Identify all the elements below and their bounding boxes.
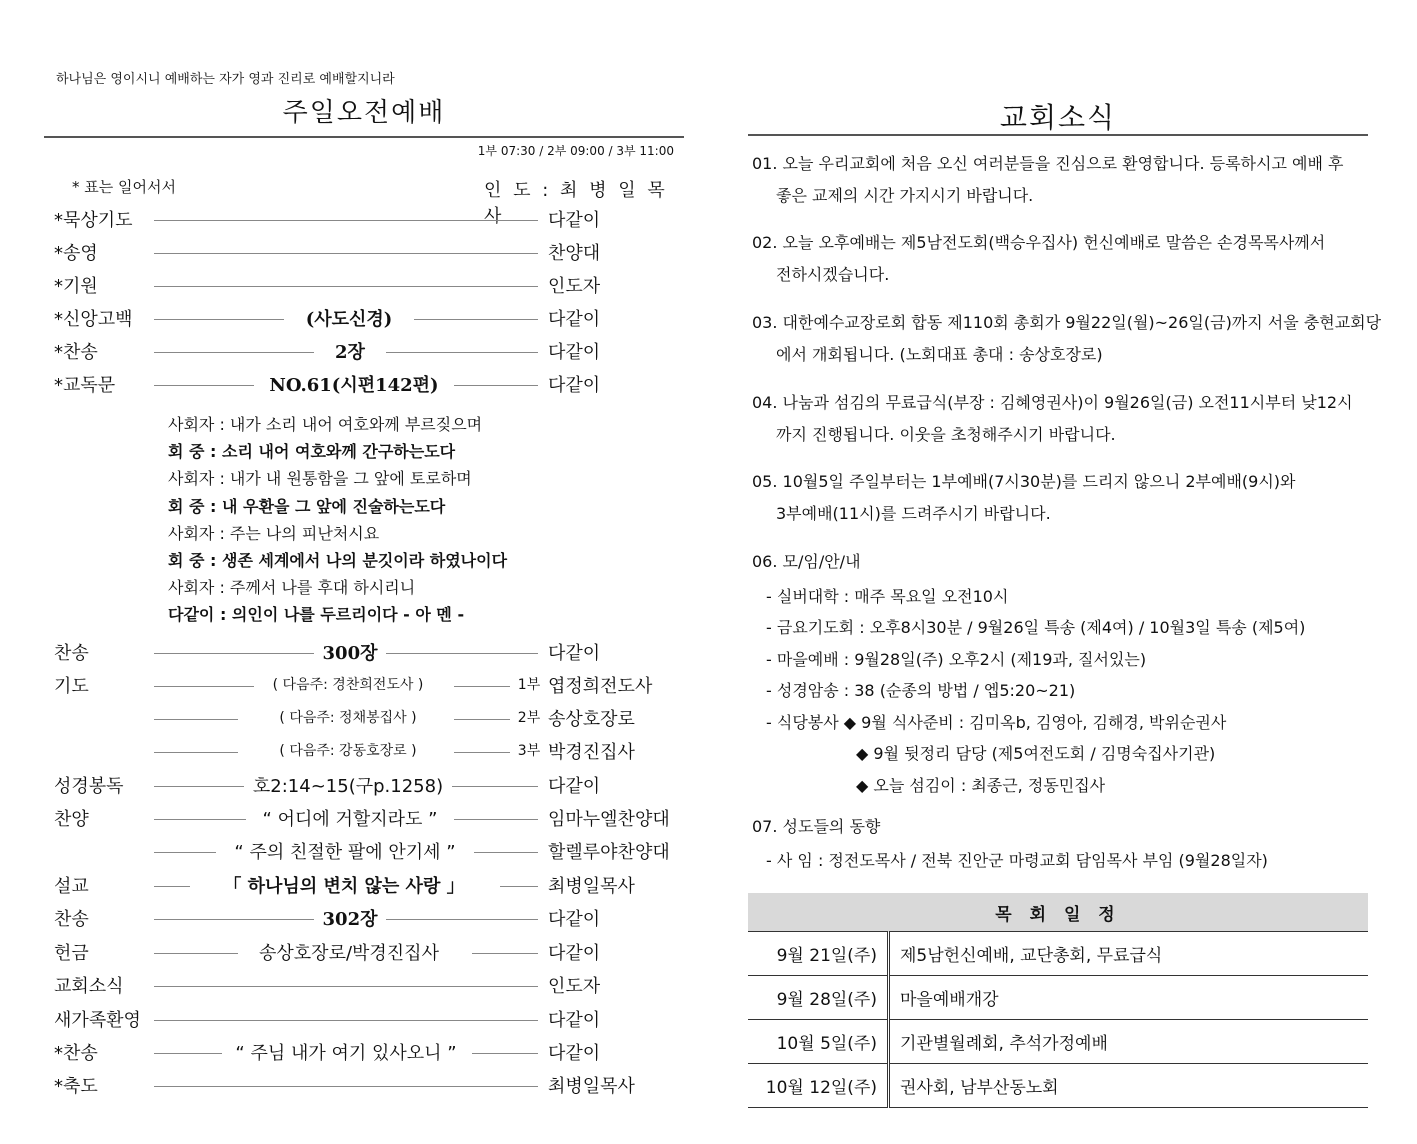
order-who: 다같이 xyxy=(548,776,601,797)
order-who: 다같이 xyxy=(548,909,601,930)
order-row xyxy=(44,239,684,269)
order-row xyxy=(44,772,684,802)
order-label: 새가족환영 xyxy=(54,1010,141,1031)
news-line: 까지 진행됩니다. 이웃을 초청해주시기 바랍니다. xyxy=(776,425,1116,444)
order-label: 찬양 xyxy=(54,809,89,830)
order-item: “ 어디에 거할지라도 ” xyxy=(262,809,438,830)
leader-line xyxy=(154,1020,538,1021)
order-item: NO.61(시편142편) xyxy=(269,375,439,396)
order-item: “ 주님 내가 여기 있사오니 ” xyxy=(235,1043,457,1064)
table-row xyxy=(748,976,1368,1020)
leader-line xyxy=(154,253,538,254)
schedule-event: 기관별월례회, 추석가정예배 xyxy=(889,1020,1369,1064)
order-label: *교독문 xyxy=(54,375,116,396)
order-who: 다같이 xyxy=(548,1043,601,1064)
order-who: 다같이 xyxy=(548,943,601,964)
news-line: 전하시겠습니다. xyxy=(776,265,890,284)
order-who: 임마누엘찬양대 xyxy=(548,809,670,830)
order-row xyxy=(44,905,684,935)
order-item: “ 주의 친절한 팔에 안기세 ” xyxy=(234,842,456,863)
leader-line xyxy=(154,819,246,820)
members-item: - 사 임 : 정전도목사 / 전북 진안군 마령교회 담임목사 부임 (9월28일자) xyxy=(766,851,1268,870)
order-row xyxy=(44,206,684,236)
order-item: ( 다음주: 강동호장로 ) xyxy=(279,743,417,759)
schedule-event: 제5남헌신예배, 교단총회, 무료급식 xyxy=(889,932,1369,976)
leader-line xyxy=(452,786,538,787)
meeting-item: ◆ 오늘 섬김이 : 최종근, 정동민집사 xyxy=(856,776,1106,795)
responsive-line: 사회자 : 내가 내 원통함을 그 앞에 토로하며 xyxy=(168,469,472,488)
order-row xyxy=(44,805,684,835)
leader-line xyxy=(154,220,538,221)
news-item xyxy=(752,148,1343,212)
leader-line xyxy=(454,752,510,753)
order-who: 박경진집사 xyxy=(548,742,635,763)
order-item: 300장 xyxy=(322,643,378,664)
leader-line xyxy=(500,886,538,887)
order-label: 찬송 xyxy=(54,643,89,664)
schedule-event: 권사회, 남부산동노회 xyxy=(889,1064,1369,1108)
leader-line xyxy=(454,686,510,687)
responsive-line: 회 중 : 소리 내어 여호와께 간구하는도다 xyxy=(168,442,456,461)
responsive-line: 사회자 : 주께서 나를 후대 하시리니 xyxy=(168,578,416,597)
leader-line xyxy=(414,319,538,320)
leader-line xyxy=(154,653,314,654)
schedule-date: 9월 21일(주) xyxy=(748,932,889,976)
order-item: 호2:14~15(구p.1258) xyxy=(252,776,444,797)
members-heading: 07. 성도들의 동향 xyxy=(752,817,881,836)
order-row xyxy=(44,639,684,669)
order-who: 송상호장로 xyxy=(548,709,635,730)
meeting-item: - 실버대학 : 매주 목요일 오전10시 xyxy=(766,587,1009,606)
scripture-verse: 하나님은 영이시니 예배하는 자가 영과 진리로 예배할지니라 xyxy=(56,72,395,87)
schedule-date: 9월 28일(주) xyxy=(748,976,889,1020)
leader-line xyxy=(154,286,538,287)
leader-line xyxy=(154,752,238,753)
service-times: 1부 07:30 / 2부 09:00 / 3부 11:00 xyxy=(477,144,674,158)
meeting-item: - 마을예배 : 9월28일(주) 오후2시 (제19과, 질서있는) xyxy=(766,650,1147,669)
order-who: 최병일목사 xyxy=(548,1076,635,1097)
meeting-item: ◆ 9월 뒷정리 담당 (제5여전도회 / 김명숙집사기관) xyxy=(856,744,1216,763)
order-row xyxy=(44,305,684,335)
order-who: 다같이 xyxy=(548,643,601,664)
order-row xyxy=(44,1072,684,1102)
order-label: 기도 xyxy=(54,676,89,697)
meeting-item: - 식당봉사 ◆ 9월 식사준비 : 김미옥b, 김영아, 김해경, 박위순권사 xyxy=(766,713,1227,732)
schedule-event: 마을예배개강 xyxy=(889,976,1369,1020)
order-item: ( 다음주: 정채봉집사 ) xyxy=(279,710,417,726)
news-line: 03. 대한예수교장로회 합동 제110회 총회가 9월22일(월)~26일(금)까지 서울 충현교회당 xyxy=(752,313,1382,332)
order-label: 성경봉독 xyxy=(54,776,124,797)
leader-line xyxy=(154,1086,538,1087)
order-who: 할렐루야찬양대 xyxy=(548,842,670,863)
meeting-item: - 성경암송 : 38 (순종의 방법 / 엡5:20~21) xyxy=(766,681,1076,700)
order-label: 헌금 xyxy=(54,943,89,964)
divider xyxy=(748,134,1368,136)
order-label: 찬송 xyxy=(54,909,89,930)
order-row xyxy=(44,972,684,1002)
order-who: 찬양대 xyxy=(548,243,601,264)
order-who: 엽정희전도사 xyxy=(548,676,653,697)
schedule-date: 10월 5일(주) xyxy=(748,1020,889,1064)
leader-line xyxy=(154,886,190,887)
order-who: 인도자 xyxy=(548,976,601,997)
order-row xyxy=(44,838,684,868)
order-who: 다같이 xyxy=(548,309,601,330)
order-who: 다같이 xyxy=(548,210,601,231)
news-line: 좋은 교제의 시간 가지시기 바랍니다. xyxy=(776,186,1034,205)
order-who: 인도자 xyxy=(548,276,601,297)
sermon-title: 「 하나님의 변치 않는 사랑 」 xyxy=(223,876,465,897)
order-row xyxy=(44,1039,684,1069)
meeting-item: - 금요기도회 : 오후8시30분 / 9월26일 특송 (제4여) / 10월3일 특송 (제5여) xyxy=(766,618,1306,637)
leader-line xyxy=(154,385,254,386)
order-item: 송상호장로/박경진집사 xyxy=(259,943,439,964)
news-item xyxy=(752,466,1296,530)
leader-line xyxy=(154,953,238,954)
leader-line xyxy=(474,852,538,853)
standing-note: * 표는 일어서서 xyxy=(72,178,176,196)
leader-line xyxy=(154,319,284,320)
news-line: 04. 나눔과 섬김의 무료급식(부장 : 김혜영권사)이 9월26일(금) 오전11시부터 낮12시 xyxy=(752,393,1353,412)
leader-line xyxy=(154,1053,222,1054)
news-line: 3부예배(11시)를 드려주시기 바랍니다. xyxy=(776,504,1051,523)
responsive-line: 회 중 : 생존 세계에서 나의 분깃이라 하였나이다 xyxy=(168,551,508,570)
leader-line xyxy=(472,953,538,954)
leader-line xyxy=(472,1053,538,1054)
table-row xyxy=(748,1020,1368,1064)
leader-line xyxy=(154,352,314,353)
order-row xyxy=(44,738,684,768)
news-line: 에서 개회됩니다. (노회대표 총대 : 송상호장로) xyxy=(776,345,1103,364)
order-row xyxy=(44,672,684,702)
leader-line xyxy=(154,686,254,687)
leader-line xyxy=(386,653,538,654)
leader-line xyxy=(154,852,216,853)
leader-line xyxy=(454,719,510,720)
order-row xyxy=(44,872,684,902)
order-label: *기원 xyxy=(54,276,98,297)
order-item: (사도신경) xyxy=(305,309,393,330)
order-row xyxy=(44,371,684,401)
order-who: 다같이 xyxy=(548,342,601,363)
leader-line xyxy=(154,919,314,920)
schedule-date: 10월 12일(주) xyxy=(748,1064,889,1108)
news-item xyxy=(752,307,1381,371)
service-part: 3부 xyxy=(517,743,541,759)
leader-line xyxy=(454,385,538,386)
order-who: 다같이 xyxy=(548,1010,601,1031)
order-row xyxy=(44,338,684,368)
order-who: 최병일목사 xyxy=(548,876,635,897)
leader-line xyxy=(386,352,538,353)
news-item xyxy=(752,387,1353,451)
order-label: 설교 xyxy=(54,876,89,897)
order-row xyxy=(44,272,684,302)
table-row xyxy=(748,932,1368,976)
schedule-table xyxy=(748,893,1368,1108)
schedule-title: 목 회 일 정 xyxy=(748,893,1368,932)
order-row xyxy=(44,705,684,735)
order-label: *찬송 xyxy=(54,342,98,363)
order-item: 2장 xyxy=(335,342,365,363)
order-item: ( 다음주: 경찬희전도사 ) xyxy=(272,677,424,693)
meeting-heading: 06. 모/임/안/내 xyxy=(752,552,861,571)
leader-line xyxy=(454,819,538,820)
order-label: 교회소식 xyxy=(54,976,124,997)
news-title: 교회소식 xyxy=(999,101,1117,134)
leader-line xyxy=(154,719,238,720)
divider xyxy=(44,136,684,138)
service-part: 2부 xyxy=(517,710,541,726)
news-item xyxy=(752,227,1325,291)
service-part: 1부 xyxy=(517,677,541,693)
news-line: 05. 10월5일 주일부터는 1부예배(7시30분)를 드리지 않으니 2부예배(9시)와 xyxy=(752,472,1296,491)
news-line: 02. 오늘 오후예배는 제5남전도회(백승우집사) 헌신예배로 말씀은 손경목목사께서 xyxy=(752,233,1326,252)
responsive-line: 다같이 : 의인이 나를 두르리이다 - 아 멘 - xyxy=(168,605,465,624)
order-label: *축도 xyxy=(54,1076,98,1097)
leader-line xyxy=(386,919,538,920)
leader-line xyxy=(154,986,538,987)
table-row xyxy=(748,1064,1368,1108)
responsive-line: 사회자 : 주는 나의 피난처시요 xyxy=(168,524,380,543)
order-label: *묵상기도 xyxy=(54,210,133,231)
responsive-line: 회 중 : 내 우환을 그 앞에 진술하는도다 xyxy=(168,497,446,516)
order-who: 다같이 xyxy=(548,375,601,396)
leader: 인 도 : 최 병 일 목 사 xyxy=(484,180,668,227)
order-row xyxy=(44,1006,684,1036)
order-label: *찬송 xyxy=(54,1043,98,1064)
order-label: *송영 xyxy=(54,243,98,264)
page-title: 주일오전예배 xyxy=(282,98,446,128)
leader-line xyxy=(154,786,244,787)
order-item: 302장 xyxy=(322,909,378,930)
order-label: *신앙고백 xyxy=(54,309,133,330)
order-row xyxy=(44,939,684,969)
news-line: 01. 오늘 우리교회에 처음 오신 여러분들을 진심으로 환영합니다. 등록하시고 예배 후 xyxy=(752,154,1344,173)
responsive-line: 사회자 : 내가 소리 내어 여호와께 부르짖으며 xyxy=(168,415,483,434)
